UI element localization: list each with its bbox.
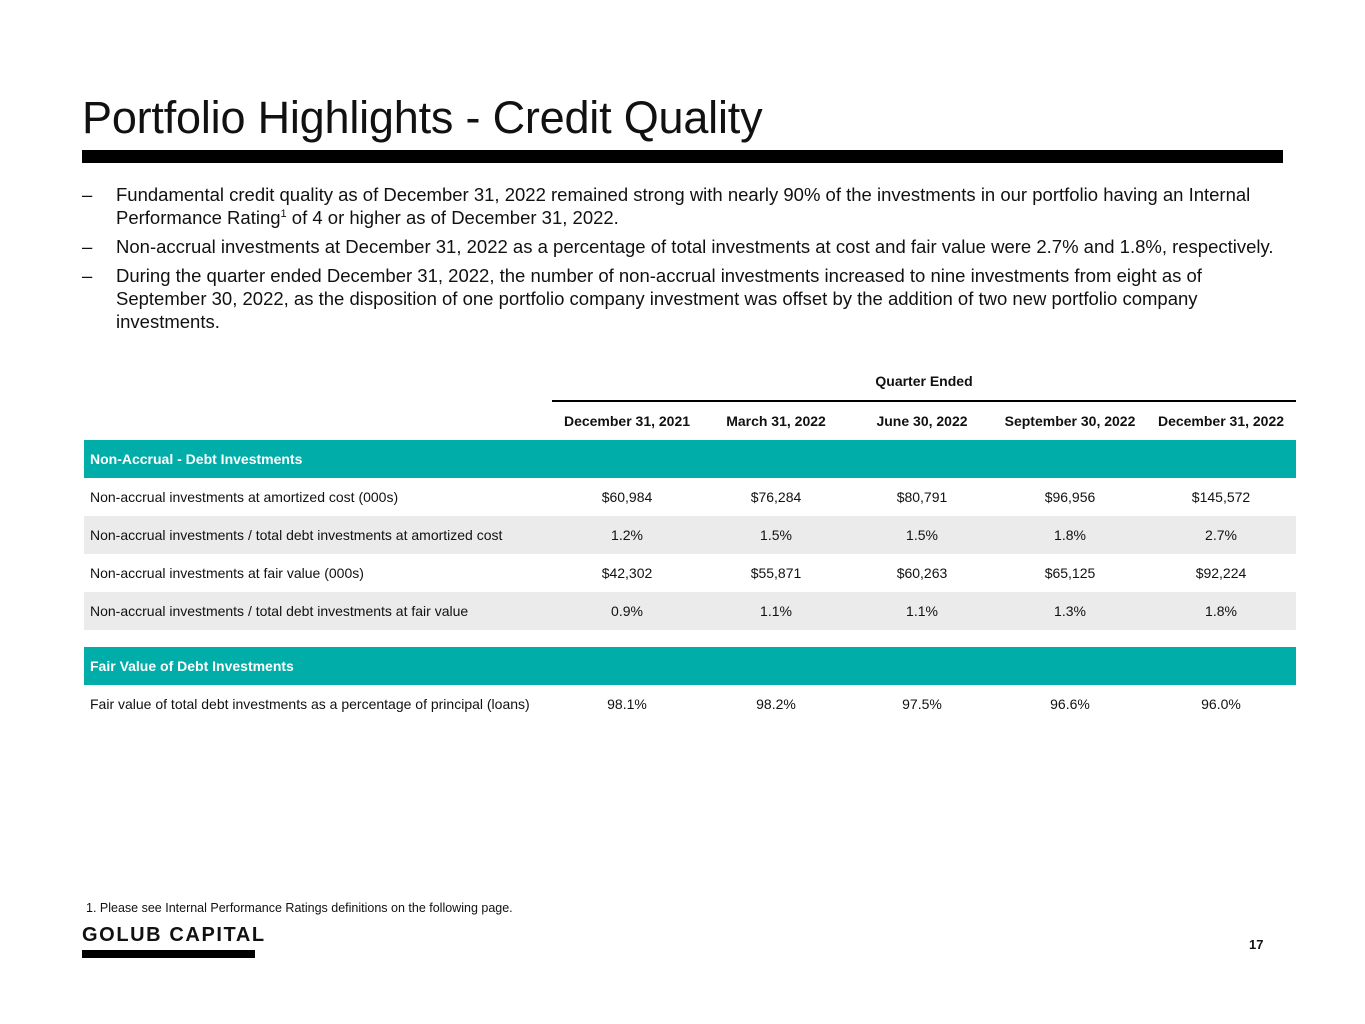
golub-capital-logo: GOLUB CAPITAL (82, 924, 266, 946)
table-row (84, 685, 1296, 723)
table-cell: $65,125 (1044, 565, 1096, 581)
table-cell: $60,984 (601, 489, 653, 505)
credit-quality-table (84, 402, 1296, 723)
table-cell: $80,791 (896, 489, 948, 505)
section-title: Non-Accrual - Debt Investments (84, 440, 552, 478)
table-row (84, 516, 1296, 554)
page-number: 17 (1249, 937, 1264, 952)
bullet-text: Fundamental credit quality as of December 31, 2022 remained strong with nearly 90% of the investments in our portfolio having an Internal Performance Rating (116, 184, 1251, 228)
footnote-marker: 1 (280, 207, 287, 220)
bullet-dash: – (82, 184, 93, 205)
column-header: December 31, 2021 (563, 413, 691, 429)
quarter-ended-header: Quarter Ended (875, 373, 973, 389)
table-cell: $76,284 (750, 489, 802, 505)
row-label: Fair value of total debt investments as a percentage of principal (loans) (90, 695, 530, 712)
table-cell: $96,956 (1044, 489, 1096, 505)
table-cell: $55,871 (750, 565, 802, 581)
table-cell: 1.5% (850, 516, 994, 554)
table-cell: $42,302 (601, 565, 653, 581)
column-header-row (84, 402, 1296, 440)
row-label: Non-accrual investments / total debt investments at fair value (84, 592, 552, 630)
bullet-text: Non-accrual investments at December 31, 2022 as a percentage of total investments at cost and fair value were 2.7% and 1.8%, respectively. (116, 236, 1274, 257)
table-cell: 1.1% (702, 592, 850, 630)
column-header: March 31, 2022 (726, 413, 826, 429)
bullet-list (82, 183, 1287, 339)
bullet-text: During the quarter ended December 31, 2022, the number of non-accrual investments increased to nine investments from eight as of September 30, 2022, as the disposition of one portfolio company investment was offset by the addition of two new portfolio company investments. (116, 265, 1202, 332)
bullet-item (82, 264, 1287, 333)
section-header-row (84, 647, 1296, 685)
table-cell: 1.1% (850, 592, 994, 630)
title-rule (82, 150, 1283, 163)
table-cell: 0.9% (552, 592, 702, 630)
column-header: June 30, 2022 (876, 413, 968, 429)
table-cell: 1.8% (1146, 592, 1296, 630)
footnote: 1. Please see Internal Performance Ratings definitions on the following page. (86, 901, 513, 915)
page-title: Portfolio Highlights - Credit Quality (82, 92, 763, 143)
row-label: Non-accrual investments / total debt investments at amortized cost (84, 516, 552, 554)
section-header-row (84, 440, 1296, 478)
table-cell: 2.7% (1146, 516, 1296, 554)
bullet-dash: – (82, 236, 93, 257)
table-row (84, 592, 1296, 630)
table-cell: 97.5% (902, 696, 942, 712)
column-header: September 30, 2022 (1004, 413, 1136, 429)
table-row (84, 554, 1296, 592)
bullet-dash: – (82, 265, 93, 286)
logo-underline (82, 950, 255, 958)
section-title: Fair Value of Debt Investments (84, 647, 552, 685)
table-cell: 1.3% (994, 592, 1146, 630)
table-row (84, 478, 1296, 516)
table-cell: 1.2% (552, 516, 702, 554)
column-header: December 31, 2022 (1157, 413, 1285, 429)
row-label: Non-accrual investments at amortized cost (000s) (90, 489, 399, 505)
bullet-text-continued: of 4 or higher as of December 31, 2022. (286, 207, 619, 228)
table-cell: 1.5% (702, 516, 850, 554)
table-cell: $92,224 (1195, 565, 1247, 581)
table-cell: 96.6% (1050, 696, 1090, 712)
table-cell: 98.2% (756, 696, 796, 712)
bullet-item (82, 235, 1287, 258)
table-cell: $60,263 (896, 565, 948, 581)
table-cell: 98.1% (607, 696, 647, 712)
row-label: Non-accrual investments at fair value (000s) (90, 565, 364, 581)
table-cell: $145,572 (1191, 489, 1251, 505)
bullet-item (82, 183, 1287, 229)
column-header-blank (84, 402, 552, 440)
table-cell: 96.0% (1201, 696, 1241, 712)
table-cell: 1.8% (994, 516, 1146, 554)
section-spacer (84, 630, 1296, 647)
